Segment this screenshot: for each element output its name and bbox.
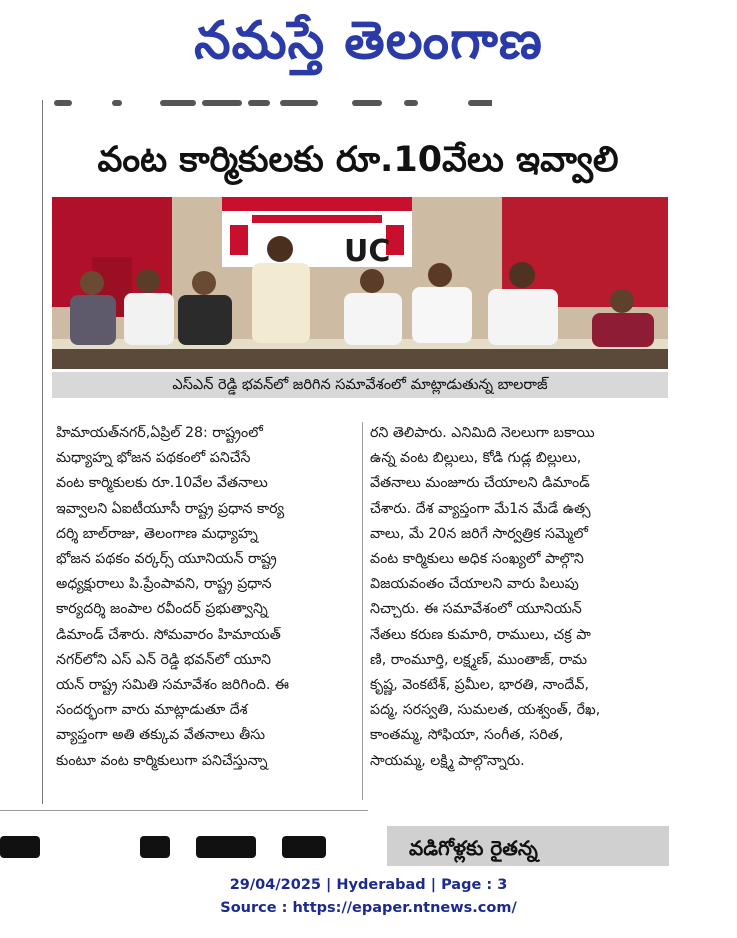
text-line: వంట కార్మికులకు రూ.10వేల వేతనాలు bbox=[56, 475, 268, 492]
text-line: నిచ్చారు. ఈ సమావేశంలో యూనియన్ bbox=[370, 601, 582, 618]
text-line: కుంటూ వంట కార్మికులుగా పనిచేస్తున్నా bbox=[56, 752, 268, 769]
text-line: డిమాండ్ చేశారు. సోమవారం హిమాయత్ bbox=[56, 626, 281, 643]
text-line: రని తెలిపారు. ఎనిమిది నెలలుగా బకాయి bbox=[370, 425, 595, 441]
text-line: మధ్యాహ్న భోజన పథకంలో పనిచేసే bbox=[56, 450, 251, 467]
text-line: విజయవంతం చేయాలని వారు పిలుపు bbox=[370, 576, 579, 593]
text-line: నగర్‌లోని ఎస్ ఎన్ రెడ్డి భవన్‌లో యూని bbox=[56, 651, 271, 668]
next-story-teaser-box bbox=[387, 826, 669, 866]
text-line: ఇవ్వాలని ఏఐటీయూసీ రాష్ట్ర ప్రధాన కార్య bbox=[56, 500, 285, 517]
text-line: దర్శి బాల్‌రాజు, తెలంగాణ మధ్యాహ్న bbox=[56, 525, 258, 542]
text-line: చేశారు. దేశ వ్యాప్తంగా మే1న మేడే ఉత్స bbox=[370, 500, 591, 517]
left-margin-rule bbox=[42, 100, 43, 804]
text-line: కృష్ణ, వెంకటేశ్, ప్రమీల, భారతి, నాందేవ్, bbox=[370, 677, 589, 694]
text-line: కాంతమ్మ, సోఫియా, సంగీత, సరిత, bbox=[370, 727, 564, 744]
article-body-left-column bbox=[56, 421, 356, 774]
footer-source: Source : https://epaper.ntnews.com/ bbox=[220, 900, 517, 916]
article-body-right-column bbox=[370, 421, 664, 774]
text-line: యన్ రాష్ట్ర సమితి సమావేశం జరిగింది. ఈ bbox=[56, 677, 290, 694]
article-headline: వంట కార్మికులకు రూ.10వేలు ఇవ్వాలి bbox=[97, 140, 619, 180]
text-line: పద్మ, సరస్వతి, సుమలత, యశ్వంత్, రేఖ, bbox=[370, 702, 601, 719]
page-footer bbox=[0, 868, 737, 938]
photo-caption: ఎస్ఎన్ రెడ్డి భవన్‌లో జరిగిన సమావేశంలో మాట్లాడుతున్న బాలరాజ్ bbox=[52, 372, 668, 398]
meeting-photo-illustration bbox=[52, 197, 668, 369]
text-line: నేతలు కరుణ కుమారి, రాములు, చక్ర పా bbox=[370, 626, 591, 643]
masthead bbox=[0, 0, 737, 92]
text-line: ణి, రాంమూర్తి, లక్ష్మణ్, ముంతాజ్, రామ bbox=[370, 651, 588, 668]
text-line: కార్యదర్శి జంపాల రవీందర్ ప్రభుత్వాన్ని bbox=[56, 601, 268, 618]
text-line: సాయమ్మ, లక్ష్మి పాల్గొన్నారు. bbox=[370, 752, 525, 769]
text-line: వ్యాప్తంగా అతి తక్కువ వేతనాలు తీసు bbox=[56, 727, 266, 744]
column-divider bbox=[362, 422, 363, 800]
text-line: వంట కార్మికులు అధిక సంఖ్యలో పాల్గొని bbox=[370, 551, 584, 568]
clipped-text-fragment bbox=[52, 96, 492, 110]
text-line: హిమాయత్‌నగర్,ఏప్రిల్ 28: రాష్ట్రంలో bbox=[56, 425, 263, 441]
text-line: ఉన్న వంట బిల్లులు, కోడి గుడ్ల బిల్లులు, bbox=[370, 450, 582, 467]
text-line: వాలు, మే 20న జరిగే సార్వత్రిక సమ్మెలో bbox=[370, 525, 588, 542]
text-line: సందర్భంగా వారు మాట్లాడుతూ దేశ bbox=[56, 702, 248, 719]
footer-date-location: 29/04/2025 | Hyderabad | Page : 3 bbox=[229, 877, 508, 893]
masthead-title: నమస్తే తెలంగాణ bbox=[194, 11, 543, 71]
text-line: అధ్యక్షురాలు పి.ప్రేంపావని, రాష్ట్ర ప్రధాన bbox=[56, 576, 272, 593]
next-story-teaser: వడిగోళ్లకు రైతన్న bbox=[409, 836, 538, 860]
article-photo bbox=[52, 197, 668, 369]
text-line: భోజన పథకం వర్కర్స్ యూనియన్ రాష్ట్ర bbox=[56, 551, 277, 568]
banner-text: UC bbox=[344, 234, 391, 269]
text-line: వేతనాలు మంజూరు చేయాలని డిమాండ్ bbox=[370, 475, 590, 492]
